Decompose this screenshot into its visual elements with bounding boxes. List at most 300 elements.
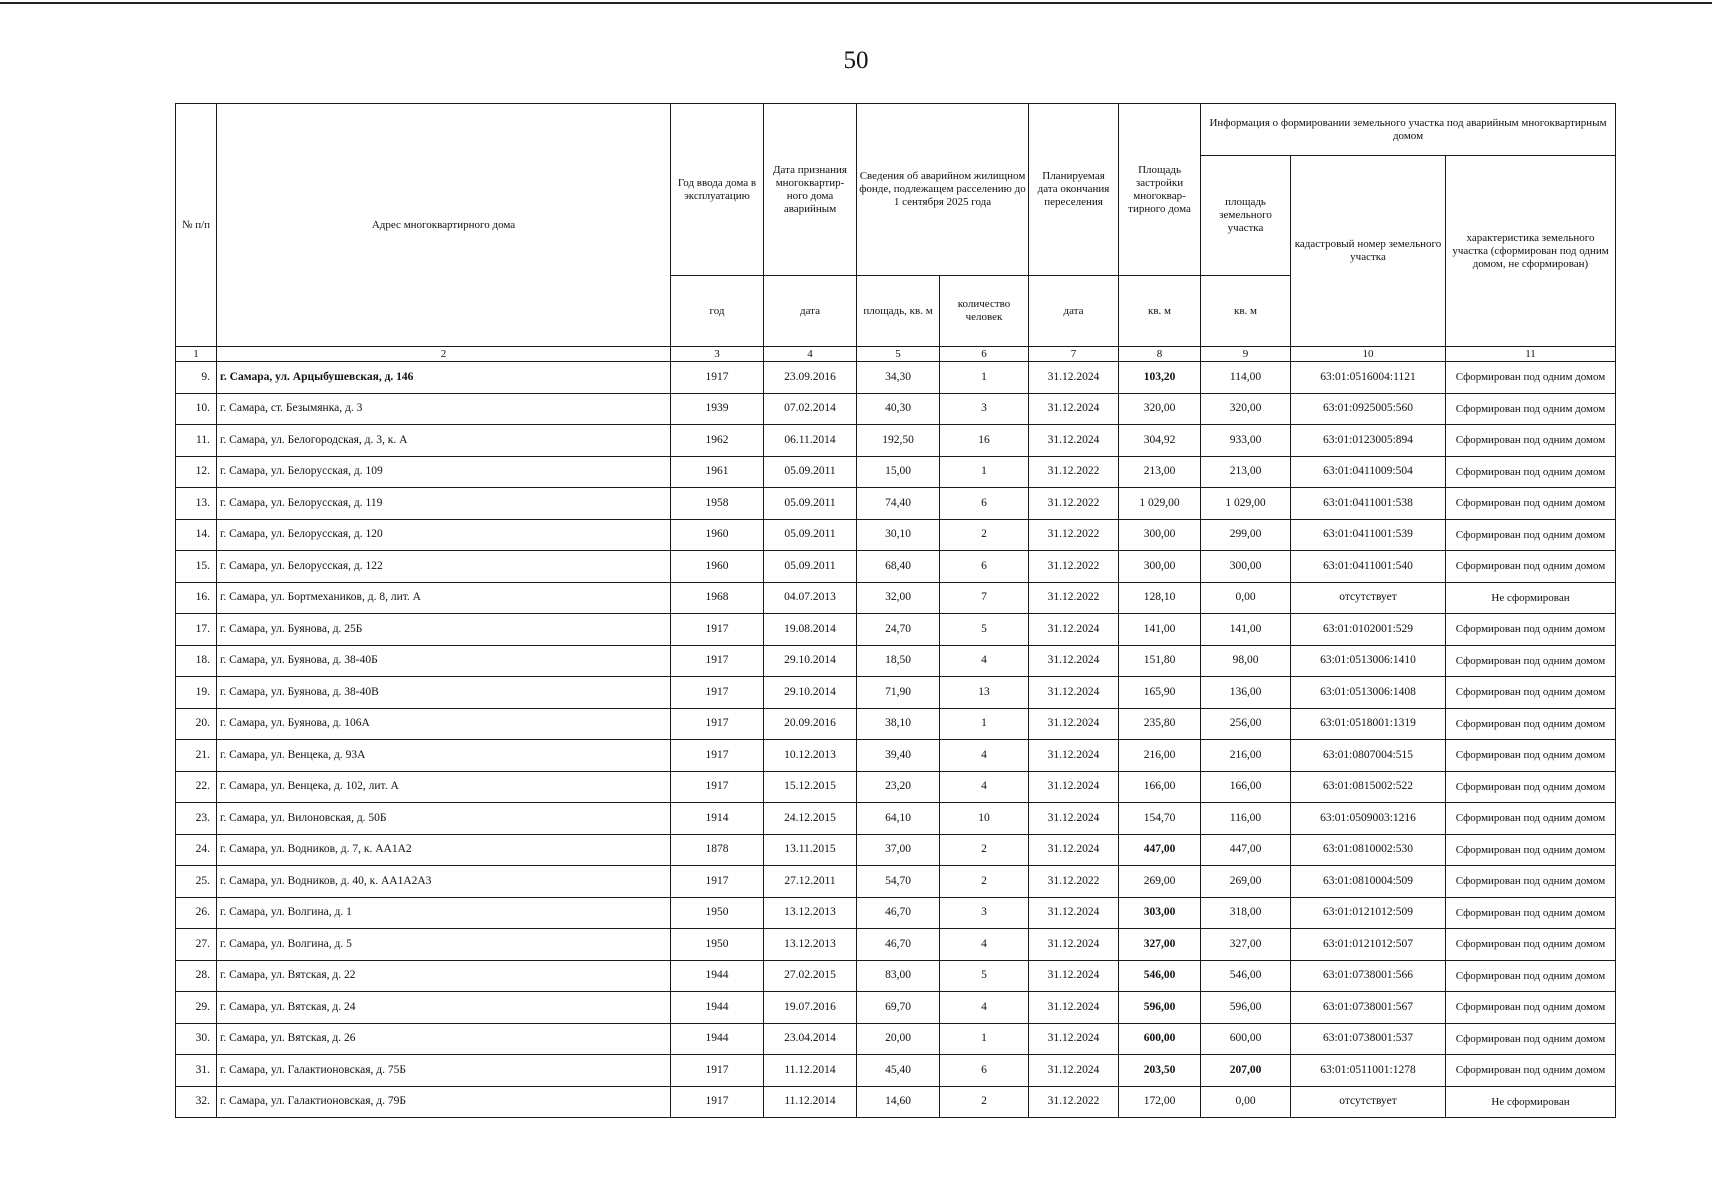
year-built-cell: 1917 <box>671 1055 764 1087</box>
building-area-cell: 216,00 <box>1119 740 1201 772</box>
header-cadastral: кадастровый номер земельного участка <box>1291 156 1446 347</box>
land-characteristic-cell: Сформирован под одним домом <box>1446 708 1616 740</box>
building-area-cell: 1 029,00 <box>1119 488 1201 520</box>
row-number: 30. <box>176 1023 217 1055</box>
planned-date-cell: 31.12.2024 <box>1029 614 1119 646</box>
table-row <box>176 960 1616 992</box>
header-land-info: Информация о формировании земельного участка под аварийным многоквартирным домом <box>1201 104 1616 156</box>
column-number: 4 <box>764 347 857 362</box>
address-cell: г. Самара, ул. Вятская, д. 26 <box>217 1023 671 1055</box>
table-row <box>176 992 1616 1024</box>
planned-date-cell: 31.12.2022 <box>1029 551 1119 583</box>
planned-date-cell: 31.12.2022 <box>1029 488 1119 520</box>
table-row <box>176 803 1616 835</box>
column-number: 9 <box>1201 347 1291 362</box>
people-cell: 13 <box>940 677 1029 709</box>
land-characteristic-cell: Сформирован под одним домом <box>1446 393 1616 425</box>
table-row <box>176 582 1616 614</box>
planned-date-cell: 31.12.2022 <box>1029 1086 1119 1118</box>
unit-building-sqm: кв. м <box>1119 276 1201 347</box>
people-cell: 1 <box>940 1023 1029 1055</box>
people-cell: 6 <box>940 551 1029 583</box>
table-row <box>176 488 1616 520</box>
area-cell: 69,70 <box>857 992 940 1024</box>
planned-date-cell: 31.12.2024 <box>1029 645 1119 677</box>
cadastral-number-cell: 63:01:0810004:509 <box>1291 866 1446 898</box>
year-built-cell: 1944 <box>671 992 764 1024</box>
address-cell: г. Самара, ул. Буянова, д. 106А <box>217 708 671 740</box>
building-area-cell: 165,90 <box>1119 677 1201 709</box>
area-cell: 24,70 <box>857 614 940 646</box>
people-cell: 2 <box>940 519 1029 551</box>
area-cell: 14,60 <box>857 1086 940 1118</box>
recognition-date-cell: 19.08.2014 <box>764 614 857 646</box>
recognition-date-cell: 23.09.2016 <box>764 362 857 394</box>
address-cell: г. Самара, ул. Белорусская, д. 120 <box>217 519 671 551</box>
recognition-date-cell: 05.09.2011 <box>764 456 857 488</box>
building-area-cell: 154,70 <box>1119 803 1201 835</box>
land-characteristic-cell: Не сформирован <box>1446 582 1616 614</box>
address-cell: г. Самара, ул. Бортмехаников, д. 8, лит. А <box>217 582 671 614</box>
planned-date-cell: 31.12.2024 <box>1029 362 1119 394</box>
table-row <box>176 519 1616 551</box>
building-area-cell: 235,80 <box>1119 708 1201 740</box>
column-number: 6 <box>940 347 1029 362</box>
land-area-cell: 207,00 <box>1201 1055 1291 1087</box>
land-characteristic-cell: Сформирован под одним домом <box>1446 960 1616 992</box>
header-land-area: площадь земельного участка <box>1201 156 1291 276</box>
building-area-cell: 300,00 <box>1119 519 1201 551</box>
recognition-date-cell: 05.09.2011 <box>764 488 857 520</box>
people-cell: 2 <box>940 1086 1029 1118</box>
row-number: 11. <box>176 425 217 457</box>
year-built-cell: 1961 <box>671 456 764 488</box>
row-number: 16. <box>176 582 217 614</box>
row-number: 28. <box>176 960 217 992</box>
land-area-cell: 596,00 <box>1201 992 1291 1024</box>
land-characteristic-cell: Сформирован под одним домом <box>1446 425 1616 457</box>
area-cell: 83,00 <box>857 960 940 992</box>
building-area-cell: 300,00 <box>1119 551 1201 583</box>
year-built-cell: 1939 <box>671 393 764 425</box>
cadastral-number-cell: 63:01:0411001:539 <box>1291 519 1446 551</box>
year-built-cell: 1917 <box>671 1086 764 1118</box>
area-cell: 64,10 <box>857 803 940 835</box>
land-characteristic-cell: Сформирован под одним домом <box>1446 1023 1616 1055</box>
building-area-cell: 546,00 <box>1119 960 1201 992</box>
land-area-cell: 256,00 <box>1201 708 1291 740</box>
recognition-date-cell: 20.09.2016 <box>764 708 857 740</box>
land-area-cell: 546,00 <box>1201 960 1291 992</box>
land-characteristic-cell: Сформирован под одним домом <box>1446 1055 1616 1087</box>
unit-planned-date: дата <box>1029 276 1119 347</box>
recognition-date-cell: 23.04.2014 <box>764 1023 857 1055</box>
table-row <box>176 551 1616 583</box>
address-cell: г. Самара, ул. Буянова, д. 38-40Б <box>217 645 671 677</box>
table-row <box>176 456 1616 488</box>
planned-date-cell: 31.12.2024 <box>1029 992 1119 1024</box>
year-built-cell: 1878 <box>671 834 764 866</box>
building-area-cell: 320,00 <box>1119 393 1201 425</box>
people-cell: 4 <box>940 645 1029 677</box>
row-number: 12. <box>176 456 217 488</box>
recognition-date-cell: 10.12.2013 <box>764 740 857 772</box>
unit-land-sqm: кв. м <box>1201 276 1291 347</box>
area-cell: 45,40 <box>857 1055 940 1087</box>
unit-date: дата <box>764 276 857 347</box>
row-number: 18. <box>176 645 217 677</box>
cadastral-number-cell: 63:01:0411001:540 <box>1291 551 1446 583</box>
land-characteristic-cell: Сформирован под одним домом <box>1446 897 1616 929</box>
planned-date-cell: 31.12.2024 <box>1029 393 1119 425</box>
building-area-cell: 141,00 <box>1119 614 1201 646</box>
people-cell: 10 <box>940 803 1029 835</box>
column-numbers-row <box>176 347 1616 362</box>
emergency-housing-table <box>175 103 1616 1118</box>
area-cell: 71,90 <box>857 677 940 709</box>
address-cell: г. Самара, ул. Галактионовская, д. 75Б <box>217 1055 671 1087</box>
area-cell: 46,70 <box>857 897 940 929</box>
recognition-date-cell: 15.12.2015 <box>764 771 857 803</box>
building-area-cell: 213,00 <box>1119 456 1201 488</box>
area-cell: 18,50 <box>857 645 940 677</box>
recognition-date-cell: 11.12.2014 <box>764 1055 857 1087</box>
people-cell: 3 <box>940 393 1029 425</box>
people-cell: 7 <box>940 582 1029 614</box>
row-number: 17. <box>176 614 217 646</box>
year-built-cell: 1914 <box>671 803 764 835</box>
year-built-cell: 1917 <box>671 362 764 394</box>
planned-date-cell: 31.12.2024 <box>1029 960 1119 992</box>
recognition-date-cell: 05.09.2011 <box>764 551 857 583</box>
planned-date-cell: 31.12.2022 <box>1029 456 1119 488</box>
recognition-date-cell: 27.12.2011 <box>764 866 857 898</box>
unit-year: год <box>671 276 764 347</box>
cadastral-number-cell: 63:01:0121012:507 <box>1291 929 1446 961</box>
address-cell: г. Самара, ул. Водников, д. 40, к. АА1А2А3 <box>217 866 671 898</box>
address-cell: г. Самара, ул. Волгина, д. 5 <box>217 929 671 961</box>
cadastral-number-cell: отсутствует <box>1291 582 1446 614</box>
table-row <box>176 362 1616 394</box>
land-characteristic-cell: Сформирован под одним домом <box>1446 551 1616 583</box>
table-row <box>176 1023 1616 1055</box>
land-area-cell: 98,00 <box>1201 645 1291 677</box>
row-number: 32. <box>176 1086 217 1118</box>
land-characteristic-cell: Сформирован под одним домом <box>1446 992 1616 1024</box>
land-characteristic-cell: Сформирован под одним домом <box>1446 362 1616 394</box>
area-cell: 32,00 <box>857 582 940 614</box>
year-built-cell: 1944 <box>671 1023 764 1055</box>
year-built-cell: 1917 <box>671 771 764 803</box>
planned-date-cell: 31.12.2024 <box>1029 1055 1119 1087</box>
cadastral-number-cell: 63:01:0738001:567 <box>1291 992 1446 1024</box>
row-number: 23. <box>176 803 217 835</box>
planned-date-cell: 31.12.2024 <box>1029 771 1119 803</box>
land-characteristic-cell: Сформирован под одним домом <box>1446 456 1616 488</box>
planned-date-cell: 31.12.2022 <box>1029 582 1119 614</box>
column-number: 10 <box>1291 347 1446 362</box>
address-cell: г. Самара, ст. Безымянка, д. 3 <box>217 393 671 425</box>
area-cell: 15,00 <box>857 456 940 488</box>
header-num: № п/п <box>176 104 217 347</box>
area-cell: 40,30 <box>857 393 940 425</box>
land-area-cell: 136,00 <box>1201 677 1291 709</box>
table-row <box>176 771 1616 803</box>
cadastral-number-cell: 63:01:0509003:1216 <box>1291 803 1446 835</box>
column-number: 3 <box>671 347 764 362</box>
table-row <box>176 929 1616 961</box>
land-characteristic-cell: Не сформирован <box>1446 1086 1616 1118</box>
recognition-date-cell: 19.07.2016 <box>764 992 857 1024</box>
row-number: 29. <box>176 992 217 1024</box>
cadastral-number-cell: 63:01:0518001:1319 <box>1291 708 1446 740</box>
address-cell: г. Самара, ул. Белорусская, д. 119 <box>217 488 671 520</box>
table-row <box>176 866 1616 898</box>
row-number: 27. <box>176 929 217 961</box>
address-cell: г. Самара, ул. Белорусская, д. 109 <box>217 456 671 488</box>
building-area-cell: 269,00 <box>1119 866 1201 898</box>
page-number: 50 <box>843 47 869 74</box>
land-characteristic-cell: Сформирован под одним домом <box>1446 645 1616 677</box>
planned-date-cell: 31.12.2024 <box>1029 897 1119 929</box>
land-characteristic-cell: Сформирован под одним домом <box>1446 488 1616 520</box>
year-built-cell: 1917 <box>671 614 764 646</box>
area-cell: 192,50 <box>857 425 940 457</box>
land-characteristic-cell: Сформирован под одним домом <box>1446 519 1616 551</box>
planned-date-cell: 31.12.2024 <box>1029 929 1119 961</box>
land-area-cell: 933,00 <box>1201 425 1291 457</box>
land-area-cell: 114,00 <box>1201 362 1291 394</box>
people-cell: 4 <box>940 740 1029 772</box>
unit-area: площадь, кв. м <box>857 276 940 347</box>
year-built-cell: 1960 <box>671 519 764 551</box>
planned-date-cell: 31.12.2024 <box>1029 1023 1119 1055</box>
people-cell: 2 <box>940 834 1029 866</box>
address-cell: г. Самара, ул. Волгина, д. 1 <box>217 897 671 929</box>
recognition-date-cell: 13.12.2013 <box>764 897 857 929</box>
cadastral-number-cell: 63:01:0516004:1121 <box>1291 362 1446 394</box>
year-built-cell: 1944 <box>671 960 764 992</box>
column-number: 11 <box>1446 347 1616 362</box>
people-cell: 16 <box>940 425 1029 457</box>
cadastral-number-cell: отсутствует <box>1291 1086 1446 1118</box>
land-characteristic-cell: Сформирован под одним домом <box>1446 677 1616 709</box>
land-characteristic-cell: Сформирован под одним домом <box>1446 929 1616 961</box>
year-built-cell: 1958 <box>671 488 764 520</box>
recognition-date-cell: 24.12.2015 <box>764 803 857 835</box>
recognition-date-cell: 27.02.2015 <box>764 960 857 992</box>
area-cell: 30,10 <box>857 519 940 551</box>
address-cell: г. Самара, ул. Буянова, д. 38-40В <box>217 677 671 709</box>
land-characteristic-cell: Сформирован под одним домом <box>1446 866 1616 898</box>
address-cell: г. Самара, ул. Белогородская, д. 3, к. А <box>217 425 671 457</box>
planned-date-cell: 31.12.2022 <box>1029 866 1119 898</box>
people-cell: 6 <box>940 1055 1029 1087</box>
building-area-cell: 172,00 <box>1119 1086 1201 1118</box>
table-row <box>176 425 1616 457</box>
row-number: 10. <box>176 393 217 425</box>
column-number: 7 <box>1029 347 1119 362</box>
people-cell: 5 <box>940 614 1029 646</box>
people-cell: 1 <box>940 456 1029 488</box>
table-row <box>176 614 1616 646</box>
row-number: 13. <box>176 488 217 520</box>
area-cell: 34,30 <box>857 362 940 394</box>
land-characteristic-cell: Сформирован под одним домом <box>1446 771 1616 803</box>
column-number: 8 <box>1119 347 1201 362</box>
building-area-cell: 128,10 <box>1119 582 1201 614</box>
column-number: 1 <box>176 347 217 362</box>
cadastral-number-cell: 63:01:0807004:515 <box>1291 740 1446 772</box>
area-cell: 23,20 <box>857 771 940 803</box>
column-number: 5 <box>857 347 940 362</box>
land-area-cell: 327,00 <box>1201 929 1291 961</box>
land-characteristic-cell: Сформирован под одним домом <box>1446 740 1616 772</box>
address-cell: г. Самара, ул. Арцыбушевская, д. 146 <box>217 362 671 394</box>
land-area-cell: 141,00 <box>1201 614 1291 646</box>
area-cell: 20,00 <box>857 1023 940 1055</box>
table-row <box>176 1086 1616 1118</box>
planned-date-cell: 31.12.2024 <box>1029 803 1119 835</box>
planned-date-cell: 31.12.2022 <box>1029 519 1119 551</box>
area-cell: 38,10 <box>857 708 940 740</box>
cadastral-number-cell: 63:01:0123005:894 <box>1291 425 1446 457</box>
land-area-cell: 0,00 <box>1201 582 1291 614</box>
table-row <box>176 393 1616 425</box>
land-area-cell: 300,00 <box>1201 551 1291 583</box>
land-area-cell: 1 029,00 <box>1201 488 1291 520</box>
people-cell: 4 <box>940 992 1029 1024</box>
row-number: 20. <box>176 708 217 740</box>
people-cell: 3 <box>940 897 1029 929</box>
building-area-cell: 304,92 <box>1119 425 1201 457</box>
address-cell: г. Самара, ул. Вилоновская, д. 50Б <box>217 803 671 835</box>
row-number: 24. <box>176 834 217 866</box>
recognition-date-cell: 13.12.2013 <box>764 929 857 961</box>
row-number: 15. <box>176 551 217 583</box>
table-row <box>176 645 1616 677</box>
table-row <box>176 740 1616 772</box>
row-number: 26. <box>176 897 217 929</box>
recognition-date-cell: 11.12.2014 <box>764 1086 857 1118</box>
row-number: 22. <box>176 771 217 803</box>
building-area-cell: 447,00 <box>1119 834 1201 866</box>
cadastral-number-cell: 63:01:0411001:538 <box>1291 488 1446 520</box>
area-cell: 74,40 <box>857 488 940 520</box>
table-row <box>176 897 1616 929</box>
unit-people: количество человек <box>940 276 1029 347</box>
land-area-cell: 166,00 <box>1201 771 1291 803</box>
people-cell: 6 <box>940 488 1029 520</box>
cadastral-number-cell: 63:01:0513006:1408 <box>1291 677 1446 709</box>
building-area-cell: 596,00 <box>1119 992 1201 1024</box>
planned-date-cell: 31.12.2024 <box>1029 834 1119 866</box>
address-cell: г. Самара, ул. Водников, д. 7, к. АА1А2 <box>217 834 671 866</box>
row-number: 19. <box>176 677 217 709</box>
cadastral-number-cell: 63:01:0121012:509 <box>1291 897 1446 929</box>
land-area-cell: 0,00 <box>1201 1086 1291 1118</box>
building-area-cell: 151,80 <box>1119 645 1201 677</box>
header-characteristic: характеристика земельного участка (сформирован под одним домом, не сформирован) <box>1446 156 1616 347</box>
building-area-cell: 166,00 <box>1119 771 1201 803</box>
cadastral-number-cell: 63:01:0738001:566 <box>1291 960 1446 992</box>
year-built-cell: 1950 <box>671 897 764 929</box>
table-row <box>176 677 1616 709</box>
planned-date-cell: 31.12.2024 <box>1029 708 1119 740</box>
year-built-cell: 1960 <box>671 551 764 583</box>
recognition-date-cell: 13.11.2015 <box>764 834 857 866</box>
header-address: Адрес многоквартирного дома <box>217 104 671 347</box>
land-area-cell: 600,00 <box>1201 1023 1291 1055</box>
planned-date-cell: 31.12.2024 <box>1029 740 1119 772</box>
address-cell: г. Самара, ул. Венцека, д. 93А <box>217 740 671 772</box>
header-building-area: Площадь застройки многоквар-тирного дома <box>1119 104 1201 276</box>
recognition-date-cell: 07.02.2014 <box>764 393 857 425</box>
address-cell: г. Самара, ул. Вятская, д. 24 <box>217 992 671 1024</box>
land-area-cell: 269,00 <box>1201 866 1291 898</box>
cadastral-number-cell: 63:01:0925005:560 <box>1291 393 1446 425</box>
header-recognition-date: Дата признания многоквартир-ного дома аварийным <box>764 104 857 276</box>
row-number: 31. <box>176 1055 217 1087</box>
people-cell: 5 <box>940 960 1029 992</box>
row-number: 21. <box>176 740 217 772</box>
cadastral-number-cell: 63:01:0738001:537 <box>1291 1023 1446 1055</box>
top-border-line <box>0 2 1712 4</box>
row-number: 9. <box>176 362 217 394</box>
cadastral-number-cell: 63:01:0513006:1410 <box>1291 645 1446 677</box>
year-built-cell: 1917 <box>671 866 764 898</box>
header-year-built: Год ввода дома в эксплуатацию <box>671 104 764 276</box>
table-row <box>176 834 1616 866</box>
year-built-cell: 1917 <box>671 645 764 677</box>
area-cell: 46,70 <box>857 929 940 961</box>
year-built-cell: 1917 <box>671 677 764 709</box>
land-characteristic-cell: Сформирован под одним домом <box>1446 803 1616 835</box>
area-cell: 54,70 <box>857 866 940 898</box>
recognition-date-cell: 29.10.2014 <box>764 645 857 677</box>
address-cell: г. Самара, ул. Белорусская, д. 122 <box>217 551 671 583</box>
year-built-cell: 1968 <box>671 582 764 614</box>
land-area-cell: 447,00 <box>1201 834 1291 866</box>
land-area-cell: 318,00 <box>1201 897 1291 929</box>
building-area-cell: 103,20 <box>1119 362 1201 394</box>
column-number: 2 <box>217 347 671 362</box>
land-characteristic-cell: Сформирован под одним домом <box>1446 614 1616 646</box>
year-built-cell: 1917 <box>671 708 764 740</box>
people-cell: 1 <box>940 362 1029 394</box>
address-cell: г. Самара, ул. Галактионовская, д. 79Б <box>217 1086 671 1118</box>
land-area-cell: 299,00 <box>1201 519 1291 551</box>
building-area-cell: 327,00 <box>1119 929 1201 961</box>
recognition-date-cell: 04.07.2013 <box>764 582 857 614</box>
address-cell: г. Самара, ул. Вятская, д. 22 <box>217 960 671 992</box>
planned-date-cell: 31.12.2024 <box>1029 425 1119 457</box>
cadastral-number-cell: 63:01:0810002:530 <box>1291 834 1446 866</box>
year-built-cell: 1950 <box>671 929 764 961</box>
table-row <box>176 1055 1616 1087</box>
area-cell: 39,40 <box>857 740 940 772</box>
row-number: 14. <box>176 519 217 551</box>
building-area-cell: 203,50 <box>1119 1055 1201 1087</box>
building-area-cell: 303,00 <box>1119 897 1201 929</box>
cadastral-number-cell: 63:01:0411009:504 <box>1291 456 1446 488</box>
planned-date-cell: 31.12.2024 <box>1029 677 1119 709</box>
cadastral-number-cell: 63:01:0102001:529 <box>1291 614 1446 646</box>
address-cell: г. Самара, ул. Венцека, д. 102, лит. А <box>217 771 671 803</box>
address-cell: г. Самара, ул. Буянова, д. 25Б <box>217 614 671 646</box>
land-area-cell: 216,00 <box>1201 740 1291 772</box>
land-area-cell: 213,00 <box>1201 456 1291 488</box>
